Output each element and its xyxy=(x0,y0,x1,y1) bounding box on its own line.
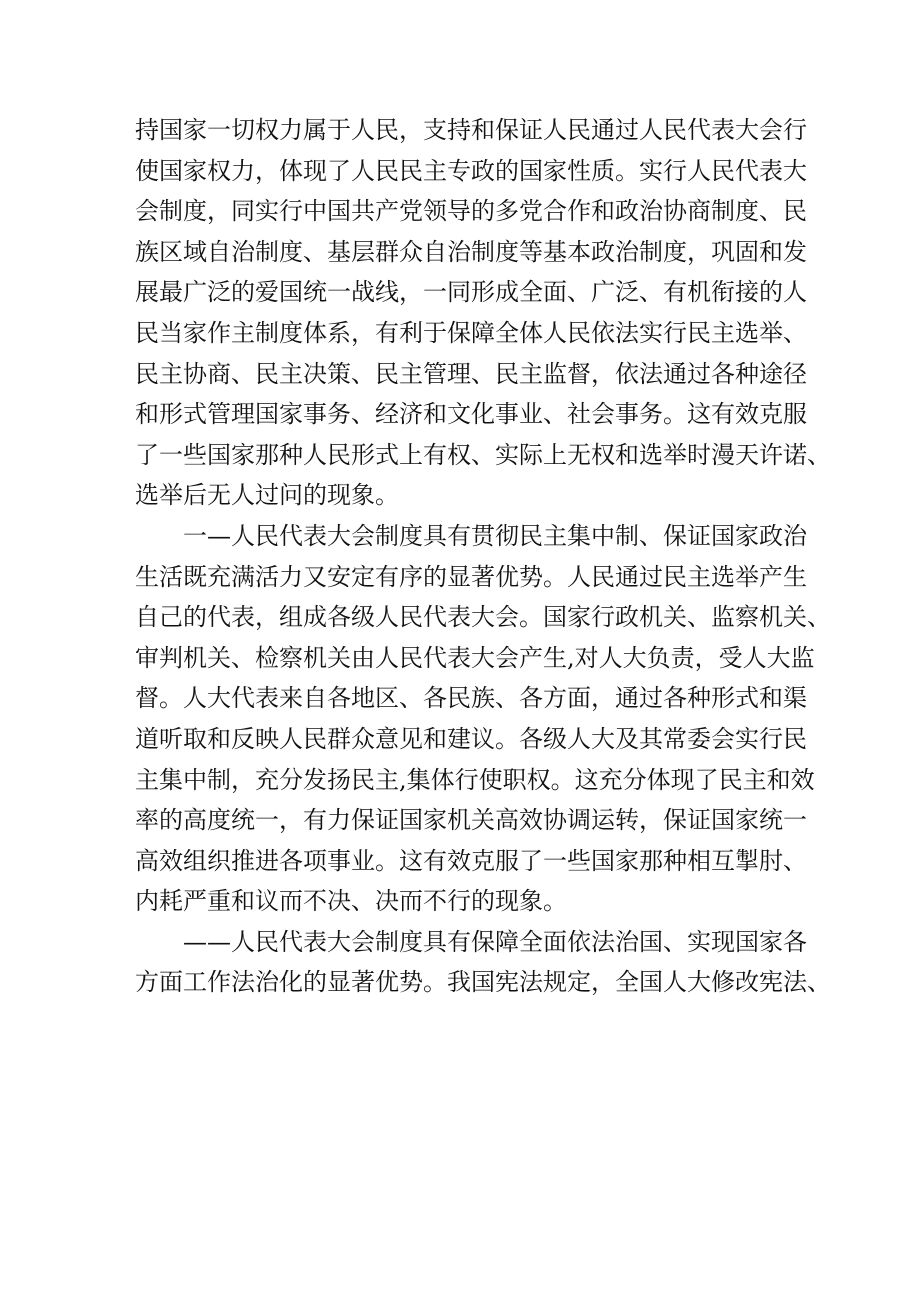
text-line: 高效组织推进各项事业。这有效克服了一些国家那种相互掣肘、 xyxy=(135,846,807,875)
text-line: 了一些国家那种人民形式上有权、实际上无权和选举时漫天许诺、 xyxy=(135,440,831,469)
text-line: 生活既充满活力又安定有序的显著优势。人民通过民主选举产生 xyxy=(135,562,807,591)
text-line: 内耗严重和议而不决、决而不行的现象。 xyxy=(135,887,567,916)
text-line: 道听取和反映人民群众意见和建议。各级人大及其常委会实行民 xyxy=(135,724,807,753)
text-line: 自己的代表，组成各级人民代表大会。国家行政机关、监察机关、 xyxy=(135,603,831,632)
text-line: 民当家作主制度体系，有利于保障全体人民依法实行民主选举、 xyxy=(135,318,807,347)
text-line: 民主协商、民主决策、民主管理、民主监督，依法通过各种途径 xyxy=(135,359,807,388)
text-line: 会制度，同实行中国共产党领导的多党合作和政治协商制度、民 xyxy=(135,197,807,226)
text-line: 使国家权力，体现了人民民主专政的国家性质。实行人民代表大 xyxy=(135,156,807,185)
text-line: 族区域自治制度、基层群众自治制度等基本政治制度，巩固和发 xyxy=(135,237,807,266)
text-line: 率的高度统一，有力保证国家机关高效协调运转，保证国家统一 xyxy=(135,806,807,835)
text-line: 和形式管理国家事务、经济和文化事业、社会事务。这有效克服 xyxy=(135,400,807,429)
text-line: 督。人大代表来自各地区、各民族、各方面，通过各种形式和渠 xyxy=(135,684,807,713)
text-line: ——人民代表大会制度具有保障全面依法治国、实现国家各 xyxy=(183,927,807,956)
text-line: 展最广泛的爱国统一战线，一同形成全面、广泛、有机衔接的人 xyxy=(135,278,807,307)
text-line: 方面工作法治化的显著优势。我国宪法规定，全国人大修改宪法、 xyxy=(135,968,831,997)
text-line: 选举后无人过问的现象。 xyxy=(135,481,399,510)
body-text xyxy=(135,110,831,1003)
text-line: 持国家一切权力属于人民，支持和保证人民通过人民代表大会行 xyxy=(135,116,807,144)
text-line: 一—人民代表大会制度具有贯彻民主集中制、保证国家政治 xyxy=(183,521,807,550)
text-line: 审判机关、检察机关由人民代表大会产生,对人大负责，受人大监 xyxy=(135,643,815,672)
text-line: 主集中制，充分发扬民主,集体行使职权。这充分体现了民主和效 xyxy=(135,765,815,794)
